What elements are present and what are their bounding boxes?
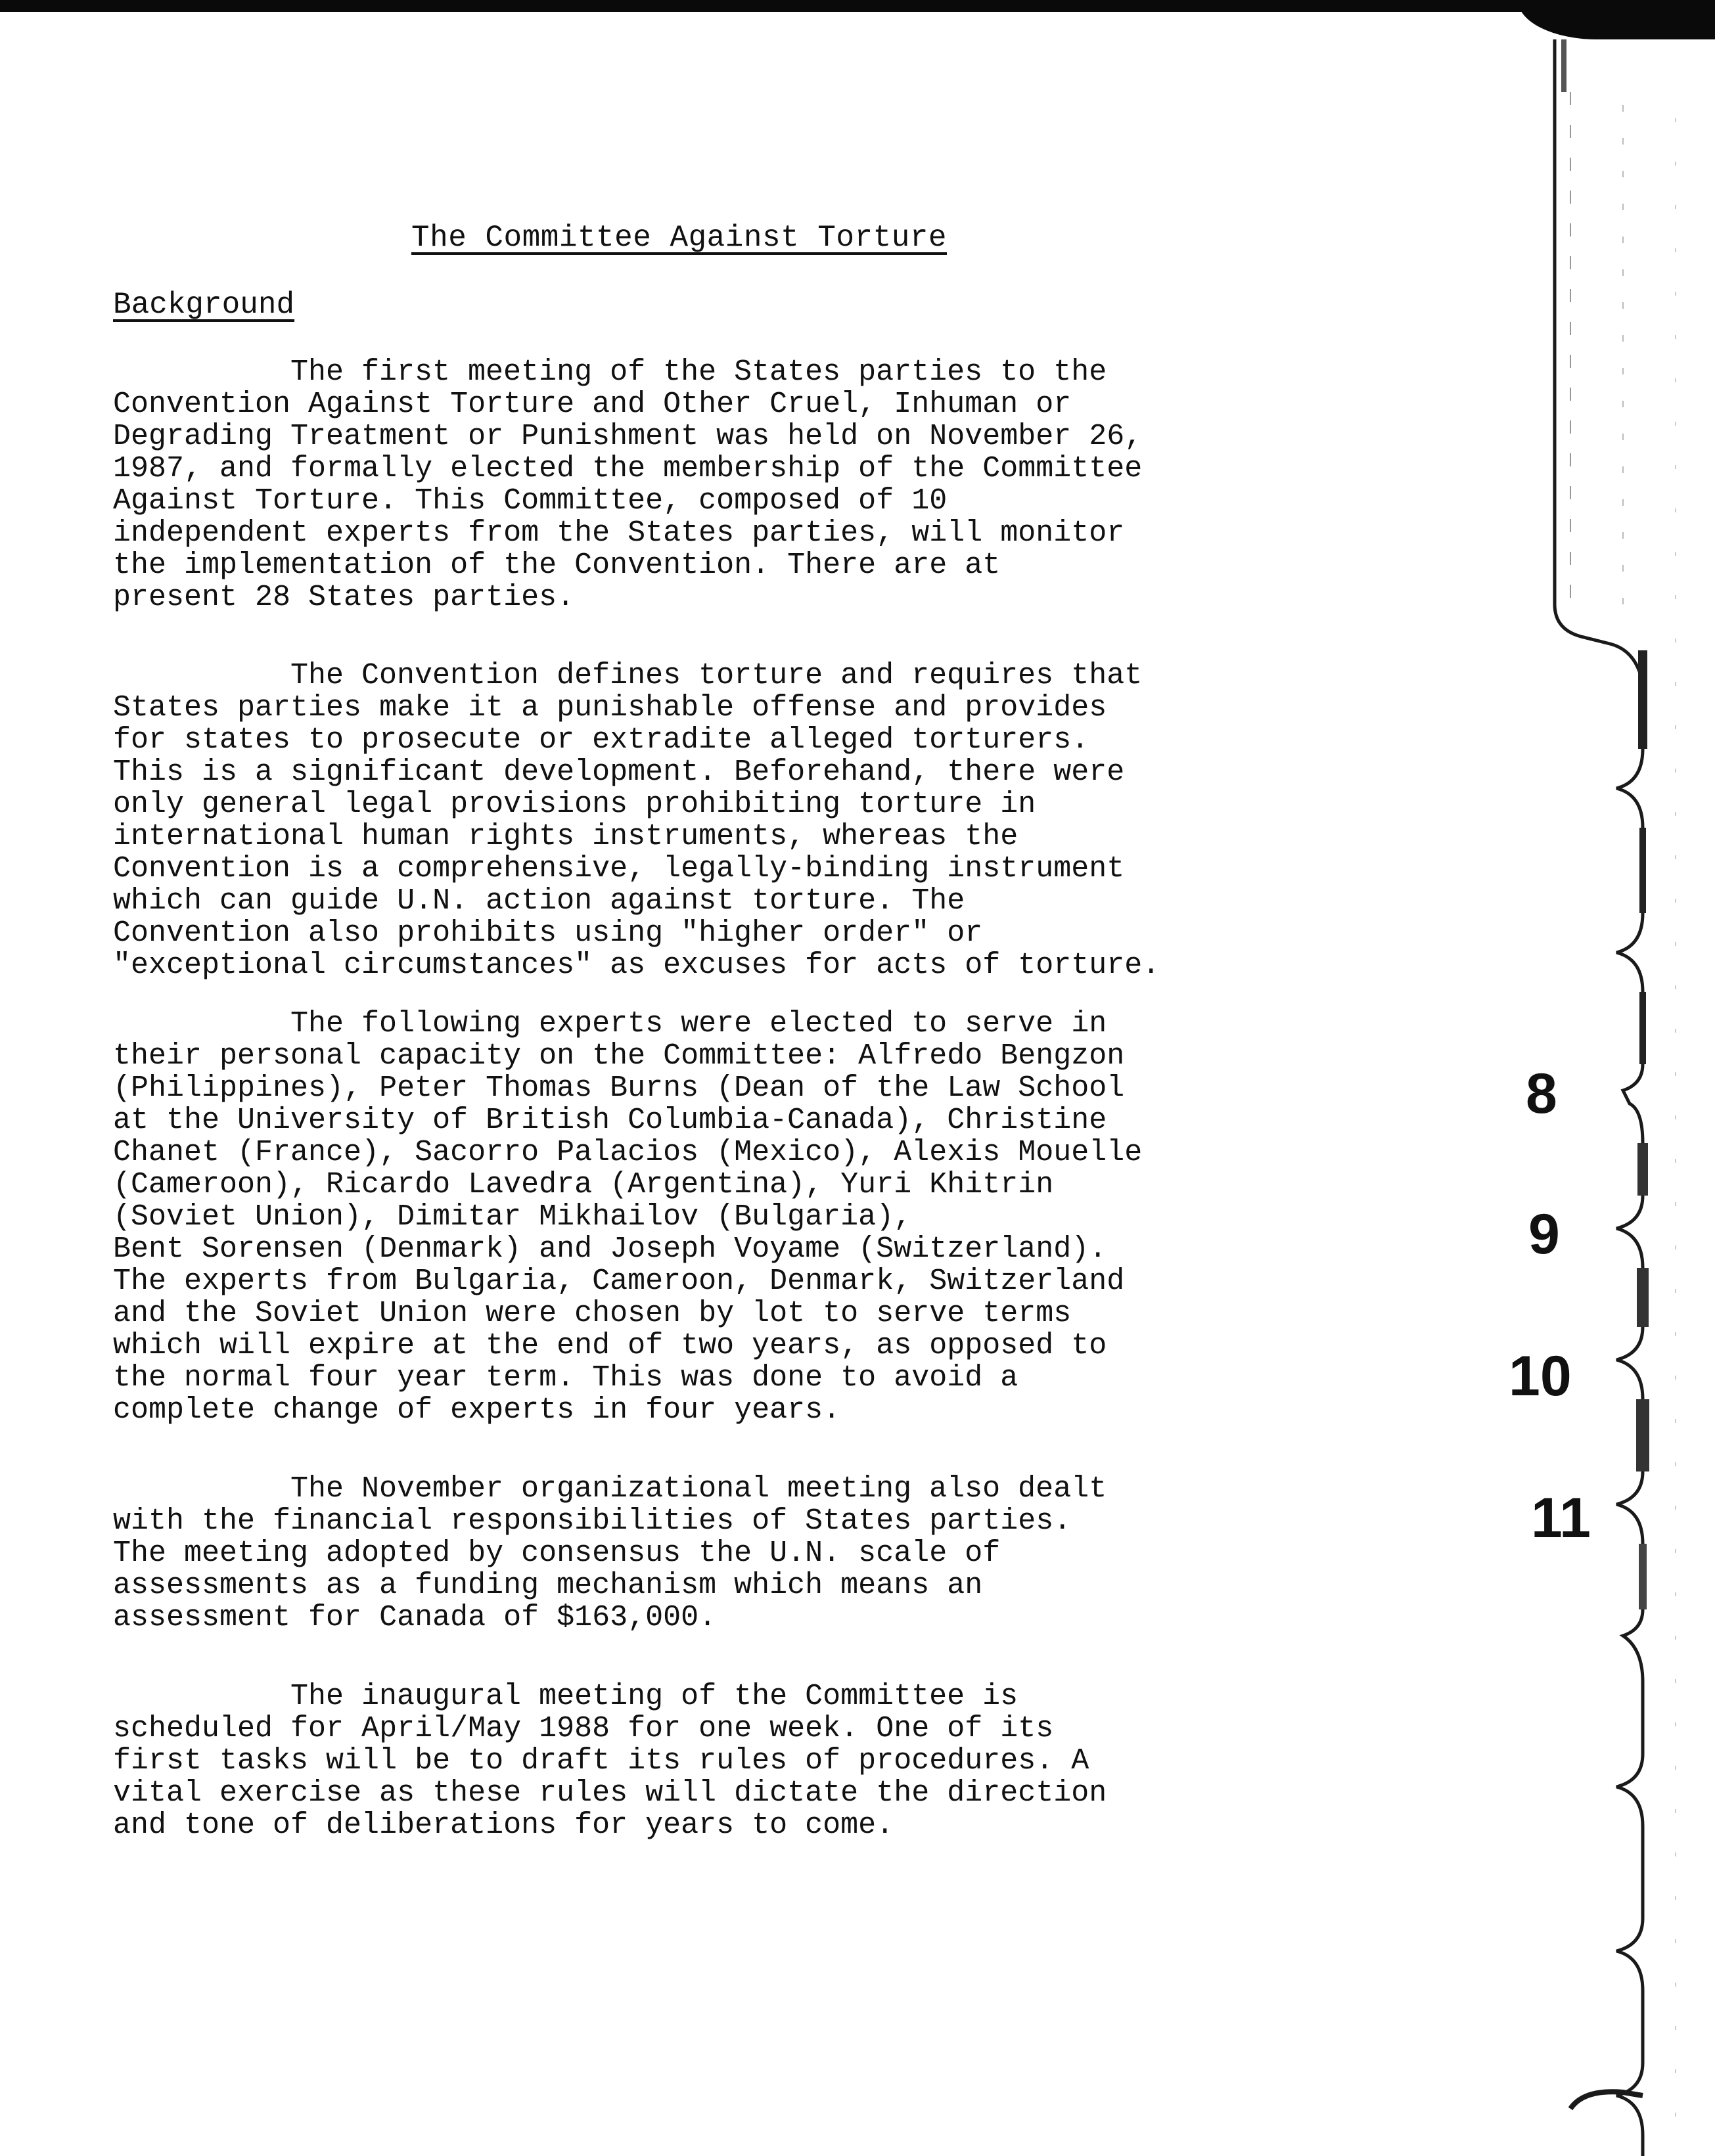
tab-number-8[interactable]: 8 [1526, 1062, 1557, 1125]
document-title: The Committee Against Torture [411, 221, 948, 255]
paragraph-inaugural-meeting: The inaugural meeting of the Committee is scheduled for April/May 1988 for one week. One of its first tasks will be to draft its rules of procedures. A vital exercise as these rules will dictate the direction and tone of deliberations for years to come. [113, 1680, 1107, 1842]
paragraph-convention-definition: The Convention defines torture and requires that States parties make it a punishable offense and provides for states to prosecute or extradite alleged torturers. This is a significant development. Beforehand, there were only general legal provisions prohibiting torture in international human rights instruments, whereas the Convention is a comprehensive, legally-binding instrument which can guide U.N. action against torture. The Convention also prohibits using "higher order" or "exceptional circumstances" as excuses for acts of torture. [113, 659, 1160, 982]
scan-top-edge [0, 0, 1715, 12]
tab-number-10[interactable]: 10 [1509, 1345, 1572, 1408]
section-heading-background: Background [113, 288, 295, 322]
tab-number-11[interactable]: 11 [1531, 1487, 1591, 1550]
paragraph-first-meeting: The first meeting of the States parties to the Convention Against Torture and Other Cruel, Inhuman or Degrading Treatment or Punishment was held on November 26, 1987, and formally elected the membership of the Committee Against Torture. This Committee, composed of 10 independent experts from the States parties, will monitor the implementation of the Convention. There are at present 28 States parties. [113, 355, 1143, 614]
paragraph-elected-experts: The following experts were elected to serve in their personal capacity on the Committee: Alfredo Bengzon (Philippines), Peter Thomas Burns (Dean of the Law School at the University of British Columbia-Canada), Christine Chanet (France), Sacorro Palacios (Mexico), Alexis Mouelle (Cameroon), Ricardo Lavedra (Argentina), Yuri Khitrin (Soviet Union), Dimitar Mikhailov (Bulgaria), Bent Sorensen (Denmark) and Joseph Voyame (Switzerland). The experts from Bulgaria, Cameroon, Denmark, Switzerland and the Soviet Union were chosen by lot to serve terms which will expire at the end of two years, as opposed to the normal four year term. This was done to avoid a complete change of experts in four years. [113, 1007, 1143, 1427]
paragraph-financial-responsibilities: The November organizational meeting also dealt with the financial responsibilities of States parties. The meeting adopted by consensus the U.N. scale of assessments as a funding mechanism which means an assessment for Canada of $163,000. [113, 1472, 1107, 1634]
scan-corner-shadow [1518, 0, 1715, 39]
tab-divider-strip [1544, 39, 1715, 2156]
tab-number-9[interactable]: 9 [1528, 1203, 1560, 1266]
